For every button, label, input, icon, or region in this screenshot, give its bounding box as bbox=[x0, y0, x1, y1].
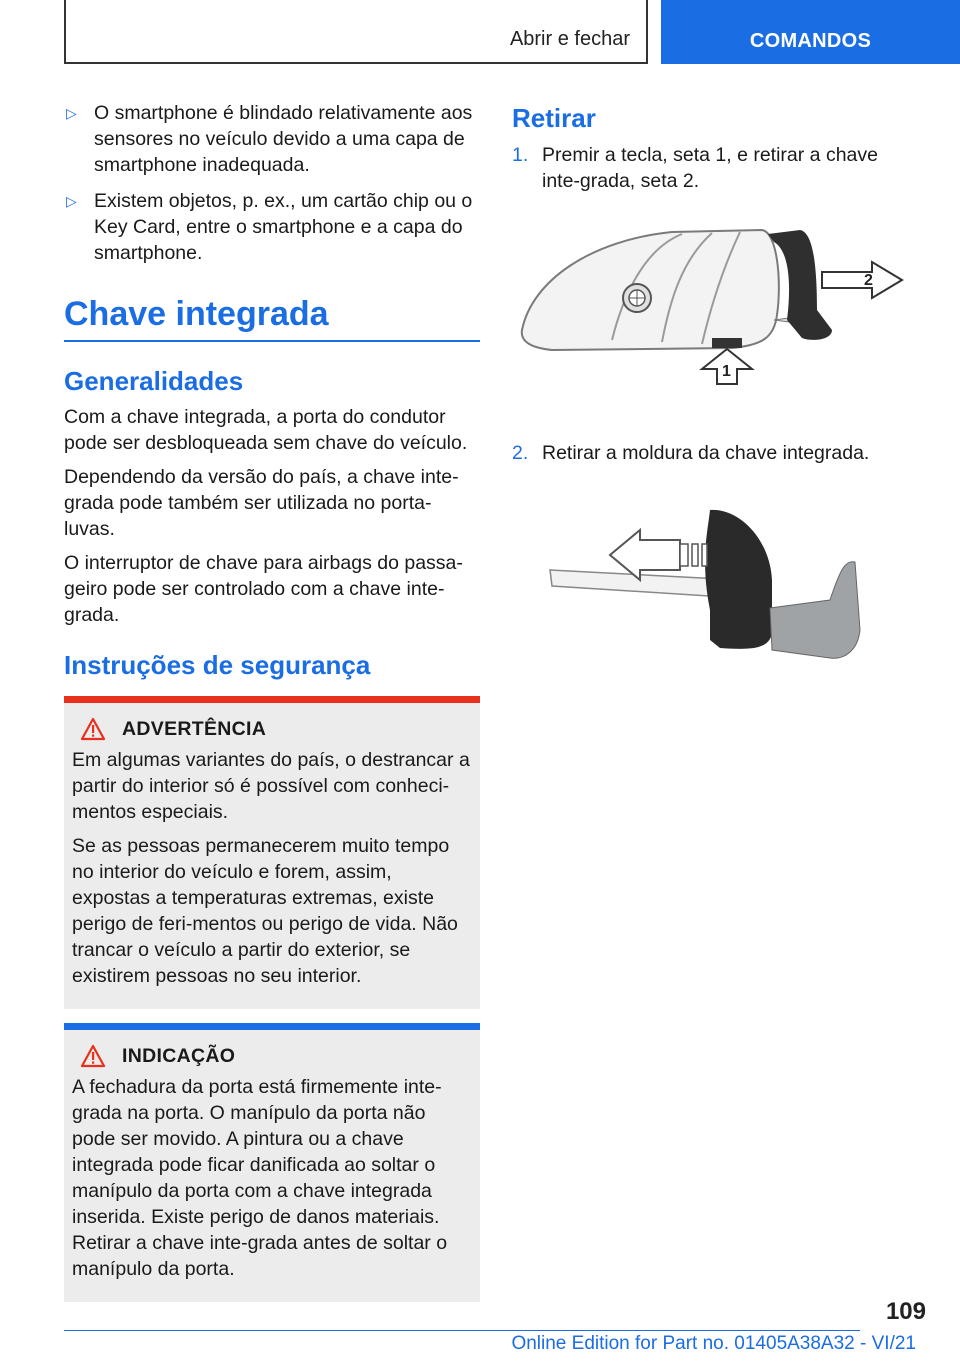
footer-divider bbox=[64, 1330, 860, 1331]
list-item: 1. Premir a tecla, seta 1, e retirar a chave inte-grada, seta 2. bbox=[512, 144, 878, 192]
note-label: INDICAÇÃO bbox=[122, 1044, 236, 1067]
arrow-label-2: 2 bbox=[864, 272, 873, 289]
note-text: A fechadura da porta está firmemente inte-grada na porta. O manípulo da porta não pode ser movido. A pintura ou a chave integrada pode ficar danificada ao soltar o manípulo da porta com a chave integrada inserida. Existe perigo de danos materiais. Retirar a chave inte-grada antes de soltar o manípulo da porta. bbox=[72, 1076, 448, 1280]
heading-chave-integrada: Chave integrada bbox=[64, 292, 480, 342]
right-column bbox=[512, 100, 912, 194]
key-fob-figure bbox=[512, 220, 912, 390]
key-frame-figure bbox=[540, 500, 870, 670]
page-number: 109 bbox=[885, 1298, 926, 1325]
paragraph: O interruptor de chave para airbags do passa-geiro pode ser controlado com a chave inte-grada. bbox=[64, 552, 463, 626]
warning-box bbox=[64, 696, 480, 1009]
steps-list bbox=[512, 142, 912, 194]
section-title: Abrir e fechar bbox=[509, 28, 630, 50]
paragraph: Com a chave integrada, a porta do condutor pode ser desbloqueada sem chave do veículo. bbox=[64, 406, 468, 454]
chapter-tab[interactable]: COMANDOS bbox=[661, 0, 960, 64]
header-frame bbox=[64, 0, 648, 64]
warning-label: ADVERTÊNCIA bbox=[122, 717, 267, 740]
list-item: 2. Retirar a moldura da chave integrada. bbox=[512, 442, 870, 464]
heading-retirar: Retirar bbox=[512, 103, 596, 133]
step-2 bbox=[512, 440, 912, 466]
heading-generalidades: Generalidades bbox=[64, 366, 244, 396]
note-box bbox=[64, 1023, 480, 1302]
heading-seguranca: Instruções de segurança bbox=[64, 650, 371, 680]
list-item: ▷ Existem objetos, p. ex., um cartão chip ou o Key Card, entre o smartphone e a capa do smartphone. bbox=[66, 190, 473, 264]
paragraph: Dependendo da versão do país, a chave inte-grada pode também ser utilizada no porta-luvas. bbox=[64, 466, 459, 540]
edition-footer[interactable]: Online Edition for Part no. 01405A38A32 - VI/21 bbox=[511, 1333, 916, 1354]
warning-text: Em algumas variantes do país, o destrancar a partir do interior só é possível com conheci-mentos especiais. bbox=[72, 749, 470, 823]
bullet-list bbox=[64, 100, 480, 266]
arrow-label-1: 1 bbox=[722, 363, 731, 380]
caution-triangle-icon bbox=[78, 1044, 108, 1068]
triangle-bullet-icon: ▷ bbox=[66, 193, 77, 209]
left-column bbox=[64, 100, 480, 1302]
warning-triangle-icon bbox=[78, 717, 108, 741]
list-item: ▷ O smartphone é blindado relativamente aos sensores no veículo devido a uma capa de smartphone inadequada. bbox=[66, 102, 473, 176]
triangle-bullet-icon: ▷ bbox=[66, 105, 77, 121]
warning-text: Se as pessoas permanecerem muito tempo no interior do veículo e forem, assim, expostas a temperaturas extremas, existe perigo de feri-mentos ou perigo de vida. Não trancar o veículo a partir do exterior, se existirem pessoas no seu interior. bbox=[72, 835, 458, 987]
